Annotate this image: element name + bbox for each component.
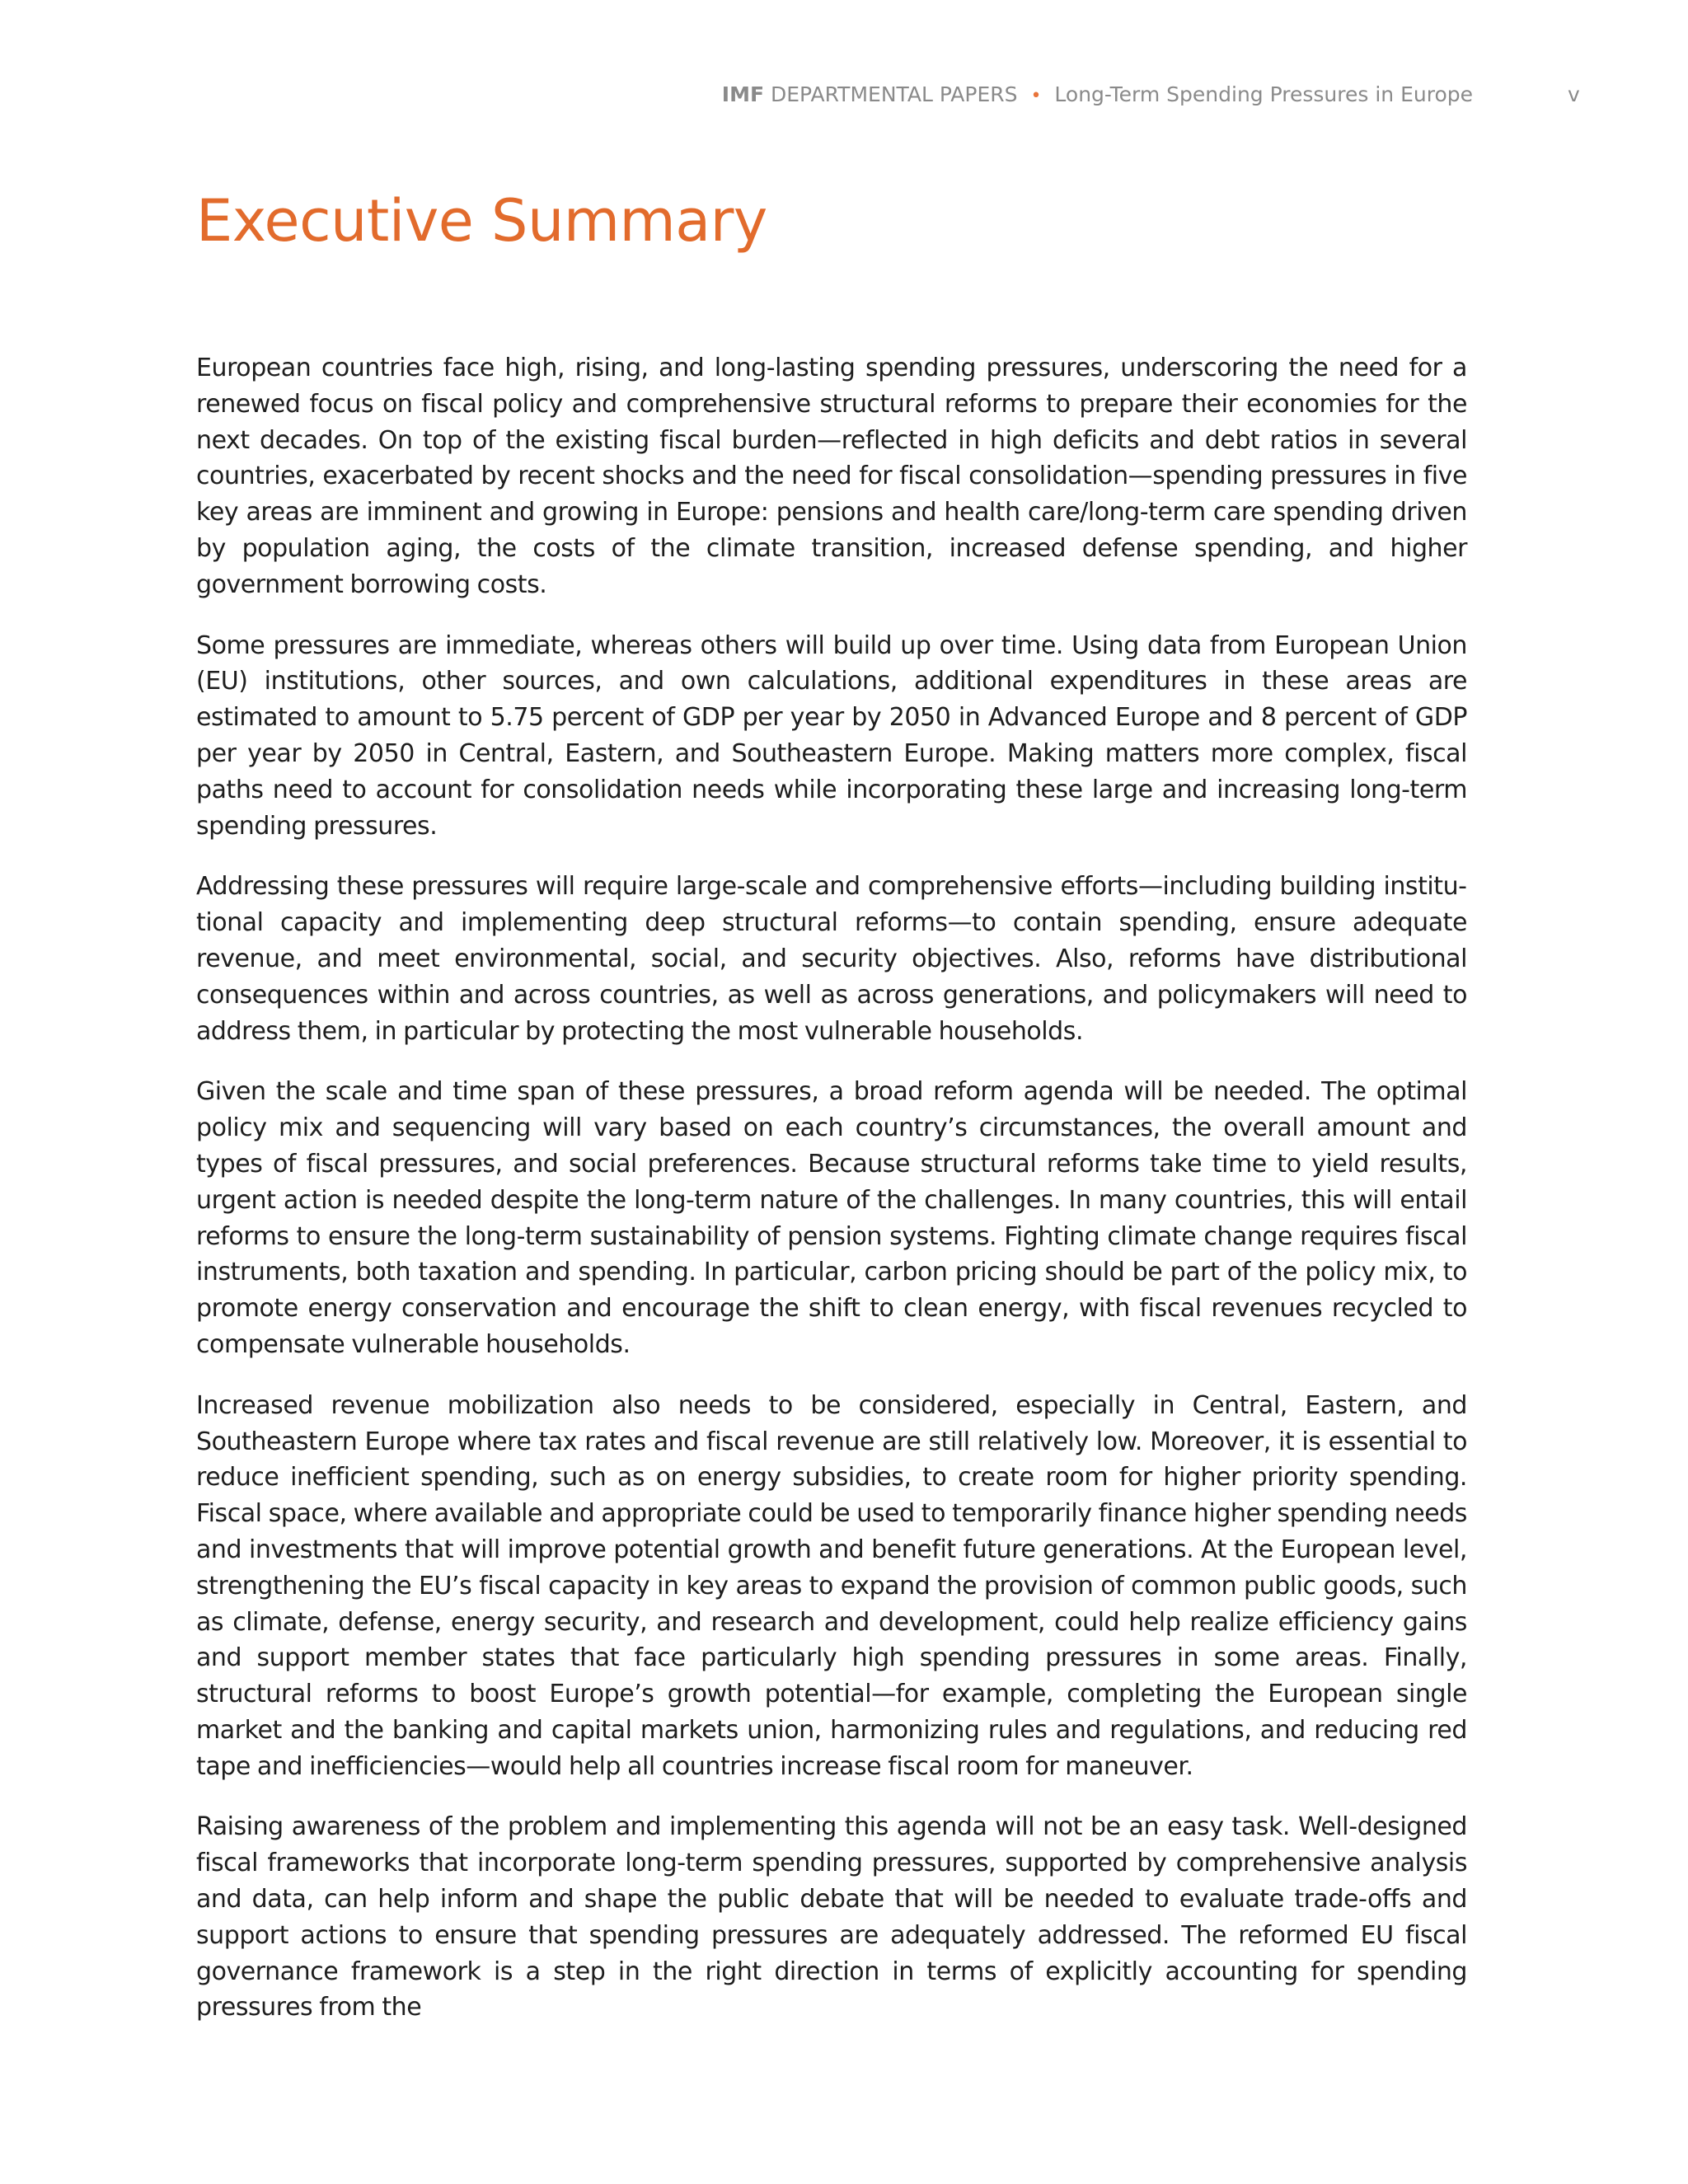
paragraph-4: Given the scale and time span of these pressures, a broad reform agenda will be needed. The optimal policy mix and sequencing will vary based on each country’s circumstances, the overall amount and types of fiscal pressures, and social preferences. Because structural reforms take time to yield results, urgent action is needed despite the long-term nature of the challenges. In many countries, this will entail reforms to ensure the long-term sustainability of pension systems. Fighting climate change requires fiscal instruments, both taxation and spending. In particular, carbon pricing should be part of the policy mix, to promote energy conservation and encourage the shift to clean energy, with fiscal revenues recycled to compensate vulnerable households. <box>196 1077 1467 1359</box>
paragraph-6: Raising awareness of the problem and implementing this agenda will not be an easy task. Well-designed fiscal frameworks that incorporate long-term spending pressures, supported by comprehensive analysis and data, can help inform and shape the public debate that will be needed to evaluate trade-offs and support actions to ensure that spending pressures are adequately addressed. The reformed EU fiscal governance framework is a step in the right direction in terms of explicitly accounting for spending pressures from the <box>196 1812 1467 2022</box>
body-text <box>196 350 1467 2050</box>
paragraph-5: Increased revenue mobilization also needs to be considered, especially in Central, Eastern, and Southeastern Europe where tax rates and fiscal revenue are still relatively low. Moreover, it is essential to reduce inefficient spending, such as on energy subsidies, to create room for higher priority spending. Fiscal space, where available and appropriate could be used to temporarily finance higher spending needs and investments that will improve potential growth and benefit future generations. At the European level, strengthening the EU’s fiscal capacity in key areas to expand the provision of common public goods, such as climate, defense, energy security, and research and development, could help realize efficiency gains and support member states that face particularly high spending pressures in some areas. Finally, structural reforms to boost Europe’s growth potential—for example, completing the European single market and the banking and capital markets union, harmonizing rules and regulations, and reducing red tape and inefficiencies—would help all countries increase fiscal room for maneuver. <box>196 1390 1467 1781</box>
header-bullet: • <box>1030 86 1042 106</box>
publisher-name: IMF <box>721 82 765 106</box>
paragraph-2: Some pressures are immediate, whereas others will build up over time. Using data from European Union (EU) institutions, other sources, and own calculations, additional expenditures in these areas are estimated to amount to 5.75 percent of GDP per year by 2050 in Advanced Europe and 8 percent of GDP per year by 2050 in Central, Eastern, and Southeastern Europe. Making matters more complex, fiscal paths need to account for consolidation needs while incorporating these large and increasing long-term spending pressures. <box>196 630 1467 841</box>
page-number: v <box>1568 82 1580 106</box>
series-name: DEPARTMENTAL PAPERS <box>771 82 1018 106</box>
paragraph-1: European countries face high, rising, and long-lasting spending pressures, underscoring the need for a renewed focus on fiscal policy and comprehensive structural reforms to prepare their economies for the next decades. On top of the existing fiscal burden—reflected in high deficits and debt ratios in several countries, exacerbated by recent shocks and the need for fiscal consolidation—spending pressures in five key areas are imminent and growing in Europe: pensions and health care/long-term care spending driven by population aging, the costs of the climate transition, increased defense spending, and higher government borrowing costs. <box>196 354 1467 599</box>
document-title: Long-Term Spending Pressures in Europe <box>1054 82 1473 106</box>
running-header <box>722 82 1473 109</box>
paragraph-3: Addressing these pressures will require large-scale and comprehensive efforts—including building institutional capacity and implementing deep structural reforms—to contain spending, ensure adequate revenue, and meet environmental, social, and security objectives. Also, reforms have distributional consequences within and across countries, as well as across generations, and policymakers will need to address them, in particular by protecting the most vulnerable households. <box>196 872 1467 1046</box>
page-title: Executive Summary <box>196 187 767 255</box>
